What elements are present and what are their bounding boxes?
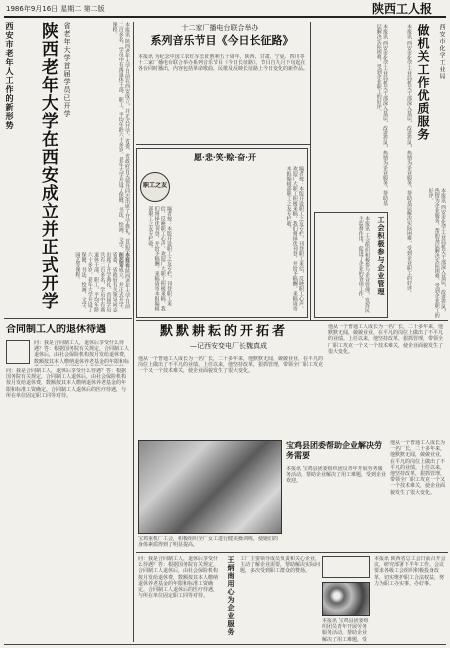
- paper-name: 陕西工人报: [372, 2, 433, 16]
- retire-body: 问：我是合同制工人，退休后享受什么待遇？答：根据国务院有关规定，合同制工人退休后，由社会保险机构按月发给退休费，数额按其本人缴纳退休养老基金的年限和标: [34, 340, 130, 365]
- baoji-headline: 宝鸡县团委帮助企业解决劳务需要: [286, 440, 382, 460]
- page-bottom-rule: [4, 644, 446, 645]
- right-story-headline: 做机关工作优质服务: [416, 24, 430, 141]
- pioneer-body: 他从一个普通工人成长为一名厂长，二十多年来，他默默无闻，兢兢业业，在平凡的岗位上做出了不平凡的业绩。上任以来，他坚持改革，狠抓管理，带领全厂职工攻克一个又一个技术难关，使企业面貌发生了很大变化。: [138, 356, 324, 375]
- right-story-kicker: 西安市化学工业局: [438, 24, 445, 80]
- music-kicker: 十二家厂播电台联合举办: [181, 24, 259, 32]
- right-story-body-3: 本报讯 西安市化学工业局机关干部深入基层，改进作风，热情为企业服务，帮助基层解决实际困难，受到企业职工的好评。: [427, 188, 446, 318]
- service-headline: 王炳南用心为企业服务: [227, 556, 236, 636]
- retire-headline: 合同制工人的退休待遇: [6, 324, 106, 335]
- retire-photo-box: [6, 340, 30, 364]
- lead-body: 本报讯 陕西老年大学日前在西安成立，并正式开学。省委、省政府有关领导同志出席了开学典礼。首届学员共有二百多名，学员中有离退休干部、职工，平均年龄六十多岁。老年大学开设了保健、书法、绘画、文学、园艺等课程。: [111, 22, 130, 269]
- center-right-rule: [310, 22, 311, 320]
- lead-subhead: 省老年大学首届学员已开学: [63, 22, 71, 118]
- bottom-right-body: 本报讯 陕西省总工会日前召开会议，研究部署下半年工作。会议要求各级工会组织积极投身改革，切实维护职工合法权益，努力为职工办实事、办好事。: [374, 556, 446, 587]
- baoji-body: 本报讯 宝鸡县团委组织团员青年开展劳务服务活动，帮助企业解决了用工难题，受到企业欢迎。: [286, 466, 386, 485]
- lead-headline: 陕西老年大学在西安成立并正式开学: [38, 22, 58, 310]
- bottom-left-body: 问：我是合同制工人，退休后享受什么待遇？答：根据国务院有关规定，合同制工人退休后，由社会保险机构按月发给退休费，数额按其本人缴纳退休养老基金的年限和标准工资确定。合同制工人退休后的医疗待遇，与所在单位固定职工同等对待。: [138, 556, 219, 600]
- music-headline: 系列音乐节目《今日长征路》: [150, 34, 294, 47]
- pioneer-headline: 默默耕耘的开拓者: [159, 324, 288, 339]
- pioneer-body-far-right: 他从一个普通工人成长为一名厂长，二十多年来，他默默无闻，兢兢业业，在平凡的岗位上做出了不平凡的业绩。上任以来，他坚持改革，狠抓管理，带领全厂职工攻克一个又一个技术难关，使企业面貌发生了很大变化。: [390, 440, 446, 496]
- bottom-photo: [322, 582, 370, 616]
- lead-kicker: 西安市老年人工作的新形势: [5, 22, 15, 130]
- sidebar-box-body: 本报讯 工会组织积极参与企业管理，发挥民主监督作用，促进了企业的各项工作。: [357, 216, 370, 313]
- gymnastics-photo: [138, 440, 282, 534]
- lead-bottom-rule: [4, 318, 132, 319]
- bottom-banner-box: [322, 556, 370, 578]
- top-bottom-rule: [136, 320, 448, 321]
- pioneer-subhead: —记西安变电厂长魏真成: [190, 342, 267, 350]
- music-bottom-rule: [136, 144, 310, 145]
- right-story-body: 本报讯 西安市化学工业局机关干部深入基层，改进作风，热情为企业服务，帮助基层解决实际困难，受到企业职工的好评。: [375, 24, 388, 206]
- retire-body-2: 问：我是合同制工人，退休后享受什么待遇？答：根据国务院有关规定，合同制工人退休后，由社会保险机构按月发给退休费，数额按其本人缴纳退休养老基金的年限和标准工资确定。合同制工人退休后的医疗待遇，与所在单位固定职工同等对待。: [6, 368, 127, 399]
- left-column-rule: [133, 22, 134, 642]
- date-line: 1986年9月16日 星期二 第二版: [6, 5, 105, 13]
- worker-column-body: 编者按：本版开设职工之友专栏，刊登职工来信，反映职工心声。欢迎广大职工积极来稿。我们将择优刊登，并给予稿酬。来稿请寄本报编辑部职工之友专栏收。: [285, 166, 304, 311]
- music-body: 本报讯 为纪念中国工农红军长征胜利五十周年，陕西、甘肃、宁夏、四川等十二家厂播电台联合举办系列音乐节目《今日长征路》。节目自九月下旬起在各台同时播出，内容包括革命歌曲、民歌及反映长征路上今日变化的新作品。: [138, 54, 308, 73]
- service-body: 工厂主要领导成员负责和关心企业，主动了解企业需要，帮助解决实际问题，多次受到职工群众的赞扬。: [240, 556, 320, 575]
- middle-bottom-rule: [136, 552, 448, 553]
- worker-column-body-2: 编者按：本版开设职工之友专栏，刊登职工来信，反映职工心声。欢迎广大职工积极来稿。我们将择优刊登，并给予稿酬。来稿请寄本报编辑部职工之友专栏收。: [147, 206, 172, 311]
- lead-body-2: 本报讯 陕西老年大学日前在西安成立，并正式开学。省委、省政府有关领导同志出席了开学典礼。首届学员共有二百多名，学员中有离退休干部、职工，平均年龄六十多岁。老年大学开设了保健、书法、绘画、文学、园艺等课程。: [74, 252, 130, 312]
- photo-caption: 宝鸡重机厂工会，积极组织全厂女工进行健美操训练，使她们的身体素质得到了明显提高。: [138, 536, 279, 549]
- worker-column-kicker: 职工之友: [142, 182, 167, 189]
- sidebar-box-headline: 工会积极参与企业管理: [377, 216, 386, 296]
- masthead-rule: [4, 16, 446, 18]
- bottom-center-body: 本报讯 宝鸡县团委组织团员青年开展劳务服务活动，帮助企业解决了用工难题，受: [322, 618, 369, 642]
- right-story-body-2: 本报讯 西安市化学工业局机关干部深入基层，改进作风，热情为企业服务，帮助基层解决实际困难，受到企业职工的好评。: [406, 24, 412, 296]
- worker-column-headline: 愿·悲·笑·赊·奋·开: [194, 152, 256, 162]
- pioneer-body-right: 他从一个普通工人成长为一名厂长，二十多年来，他默默无闻，兢兢业业，在平凡的岗位上做出了不平凡的业绩。上任以来，他坚持改革，狠抓管理，带领全厂职工攻克一个又一个技术难关，使企业面貌发生了很大变化。: [328, 324, 444, 355]
